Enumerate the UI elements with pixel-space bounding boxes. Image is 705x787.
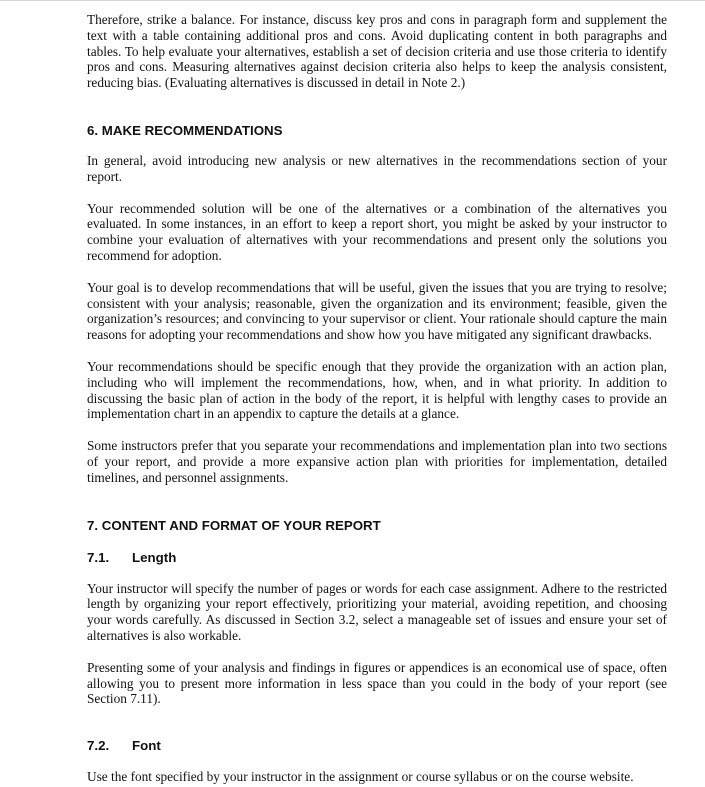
- paragraph-recommendations-intro: In general, avoid introducing new analysis or new alternatives in the recommendations section of your report.: [87, 152, 667, 184]
- heading-content-and-format: 7. CONTENT AND FORMAT OF YOUR REPORT: [87, 517, 381, 533]
- paragraph-separate-sections: Some instructors prefer that you separate your recommendations and implementation plan into two sections of your report, and provide a more expansive action plan with priorities for implementation, detailed timelines, and personnel assignments.: [87, 438, 667, 485]
- paragraph-length-limits: Your instructor will specify the number of pages or words for each case assignment. Adhere to the restricted length by organizing your report effectively, prioritizing your material, avoiding repetition, and choosing your words carefully. As discussed in Section 3.2, select a manageable set of issues and ensure your set of alternatives is also workable.: [87, 580, 667, 643]
- subheading-length: [87, 550, 667, 566]
- subheading-number: 7.1.: [87, 549, 110, 565]
- paragraph-action-plan: Your recommendations should be specific enough that they provide the organization with an action plan, including who will implement the recommendations, how, when, and in what priority. In addition to discussing the basic plan of action in the body of the report, it is helpful with lengthy cases to provide an implementation chart in an appendix to capture the details at a glance.: [87, 358, 667, 422]
- paragraph-recommendation-goal: Your goal is to develop recommendations that will be useful, given the issues that you are trying to resolve; consistent with your analysis; reasonable, given the organization and its environment; feasible, given the organization’s resources; and convincing to your supervisor or client. Your rationale should capture the main reasons for adopting your recommendations and show how you have mitigated any significant drawbacks.: [87, 279, 667, 343]
- paragraph-recommended-solution: Your recommended solution will be one of the alternatives or a combination of the alternatives you evaluated. In some instances, in an effort to keep a report short, you might be asked by your instructor to combine your evaluation of alternatives with your recommendations and present only the solutions you recommend for adoption.: [87, 200, 667, 263]
- subheading-font: [87, 738, 667, 754]
- page-top-border: [0, 0, 705, 1]
- subheading-title: Length: [132, 549, 177, 565]
- paragraph-figures-appendices: Presenting some of your analysis and findings in figures or appendices is an economical use of space, often allowing you to present more information in less space than you could in the body of your report (see Section 7.11).: [87, 659, 667, 707]
- subheading-title: Font: [132, 738, 161, 754]
- subheading-number: 7.2.: [87, 738, 110, 754]
- paragraph-evaluating-alternatives: Therefore, strike a balance. For instance, discuss key pros and cons in paragraph form and supplement the text with a table containing additional pros and cons. Avoid duplicating content in both paragraphs and tables. To help evaluate your alternatives, establish a set of decision criteria and use those criteria to identify pros and cons. Measuring alternatives against decision criteria also helps to keep the analysis consistent, reducing bias. (Evaluating alternatives is discussed in detail in Note 2.): [87, 12, 667, 91]
- document-page: [87, 12, 667, 785]
- heading-make-recommendations: 6. MAKE RECOMMENDATIONS: [87, 122, 283, 138]
- paragraph-font-choice: Use the font specified by your instructor in the assignment or course syllabus or on the course website.: [87, 769, 634, 785]
